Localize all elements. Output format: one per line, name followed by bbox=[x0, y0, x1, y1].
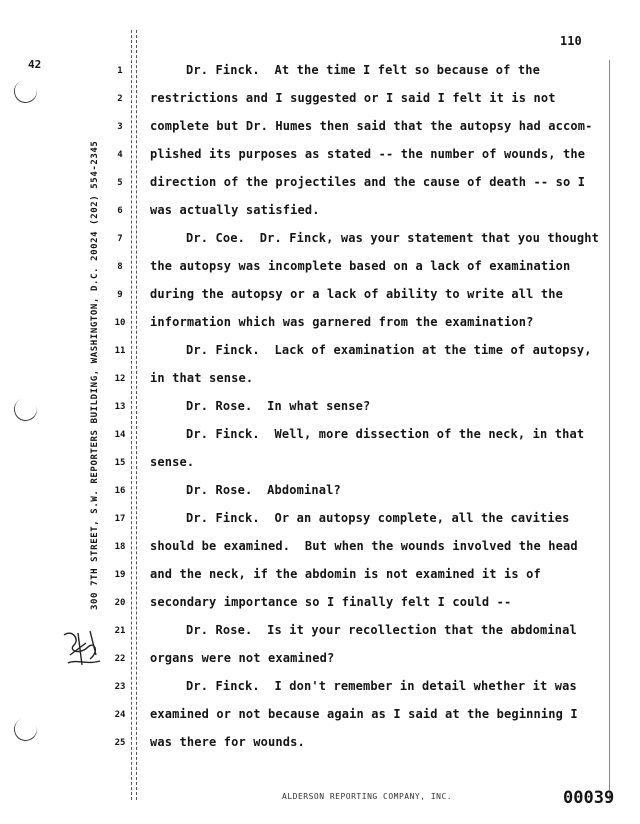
line-number: 24 bbox=[114, 710, 126, 720]
line-text: Dr. Finck. Lack of examination at the time of autopsy, bbox=[186, 343, 592, 357]
line-text: during the autopsy or a lack of ability to write all the bbox=[150, 287, 563, 301]
line-text: Dr. Finck. At the time I felt so because of the bbox=[186, 63, 540, 77]
line-text: organs were not examined? bbox=[150, 651, 335, 665]
line-number: 8 bbox=[117, 262, 123, 272]
transcript-line bbox=[0, 539, 620, 570]
line-number: 5 bbox=[117, 178, 123, 188]
line-text: and the neck, if the abdomin is not examined it is of bbox=[150, 567, 541, 581]
line-text: Dr. Rose. In what sense? bbox=[186, 399, 371, 413]
line-number: 13 bbox=[114, 402, 126, 412]
line-text: direction of the projectiles and the cause of death -- so I bbox=[150, 175, 586, 189]
line-number: 17 bbox=[114, 514, 126, 524]
line-text: was actually satisfied. bbox=[150, 203, 320, 217]
transcript-line bbox=[0, 231, 620, 262]
transcript-line bbox=[0, 175, 620, 206]
line-text: Dr. Finck. I don't remember in detail whether it was bbox=[186, 679, 577, 693]
reporting-company-footer: ALDERSON REPORTING COMPANY, INC. bbox=[282, 792, 453, 801]
line-text: restrictions and I suggested or I said I felt it is not bbox=[150, 91, 556, 105]
line-number: 18 bbox=[114, 542, 126, 552]
transcript-line bbox=[0, 483, 620, 514]
line-text: sense. bbox=[150, 455, 195, 469]
transcript-line bbox=[0, 707, 620, 738]
page-number: 110 bbox=[560, 34, 582, 48]
line-text: information which was garnered from the examination? bbox=[150, 315, 534, 329]
transcript-line bbox=[0, 371, 620, 402]
transcript-line bbox=[0, 651, 620, 682]
transcript-line bbox=[0, 511, 620, 542]
line-text: complete but Dr. Humes then said that the autopsy had accom- bbox=[150, 119, 593, 133]
transcript-line bbox=[0, 91, 620, 122]
line-text: should be examined. But when the wounds involved the head bbox=[150, 539, 578, 553]
transcript-line bbox=[0, 343, 620, 374]
bates-number: 00039 bbox=[563, 788, 615, 808]
line-text: Dr. Rose. Is it your recollection that the abdominal bbox=[186, 623, 577, 637]
line-number: 2 bbox=[117, 94, 123, 104]
line-text: in that sense. bbox=[150, 371, 254, 385]
transcript-line bbox=[0, 567, 620, 598]
reporter-address-vertical: 300 7TH STREET, S.W. REPORTERS BUILDING, WASHINGTON, D.C. 20024 (202) 554-2345 bbox=[90, 140, 100, 610]
line-text: Dr. Rose. Abdominal? bbox=[186, 483, 341, 497]
transcript-line bbox=[0, 119, 620, 150]
line-number: 21 bbox=[114, 626, 126, 636]
line-text: plished its purposes as stated -- the number of wounds, the bbox=[150, 147, 586, 161]
transcript-line bbox=[0, 259, 620, 290]
line-number: 12 bbox=[114, 374, 126, 384]
corner-number: 42 bbox=[28, 58, 42, 71]
transcript-line bbox=[0, 623, 620, 654]
line-text: was there for wounds. bbox=[150, 735, 305, 749]
line-number: 11 bbox=[114, 346, 126, 356]
transcript-line bbox=[0, 679, 620, 710]
line-number: 19 bbox=[114, 570, 126, 580]
line-number: 25 bbox=[114, 738, 126, 748]
line-number: 7 bbox=[117, 234, 123, 244]
transcript-line bbox=[0, 147, 620, 178]
line-number: 23 bbox=[114, 682, 126, 692]
line-number: 14 bbox=[114, 430, 126, 440]
line-text: the autopsy was incomplete based on a lack of examination bbox=[150, 259, 571, 273]
transcript-line bbox=[0, 427, 620, 458]
line-number: 6 bbox=[117, 206, 123, 216]
line-text: Dr. Finck. Or an autopsy complete, all the cavities bbox=[186, 511, 570, 525]
line-number: 3 bbox=[117, 122, 123, 132]
line-number: 15 bbox=[114, 458, 126, 468]
line-text: Dr. Coe. Dr. Finck, was your statement that you thought bbox=[186, 231, 599, 245]
line-number: 20 bbox=[114, 598, 126, 608]
line-text: Dr. Finck. Well, more dissection of the neck, in that bbox=[186, 427, 585, 441]
line-text: examined or not because again as I said at the beginning I bbox=[150, 707, 578, 721]
transcript-line bbox=[0, 735, 620, 766]
transcript-line bbox=[0, 595, 620, 626]
transcript-line bbox=[0, 287, 620, 318]
line-text: secondary importance so I finally felt I could -- bbox=[150, 595, 512, 609]
transcript-line bbox=[0, 399, 620, 430]
line-number: 22 bbox=[114, 654, 126, 664]
transcript-line bbox=[0, 203, 620, 234]
line-number: 16 bbox=[114, 486, 126, 496]
transcript-line bbox=[0, 315, 620, 346]
line-number: 1 bbox=[117, 66, 123, 76]
line-number: 10 bbox=[114, 318, 126, 328]
line-number: 4 bbox=[117, 150, 123, 160]
line-number: 9 bbox=[117, 290, 123, 300]
transcript-line bbox=[0, 455, 620, 486]
